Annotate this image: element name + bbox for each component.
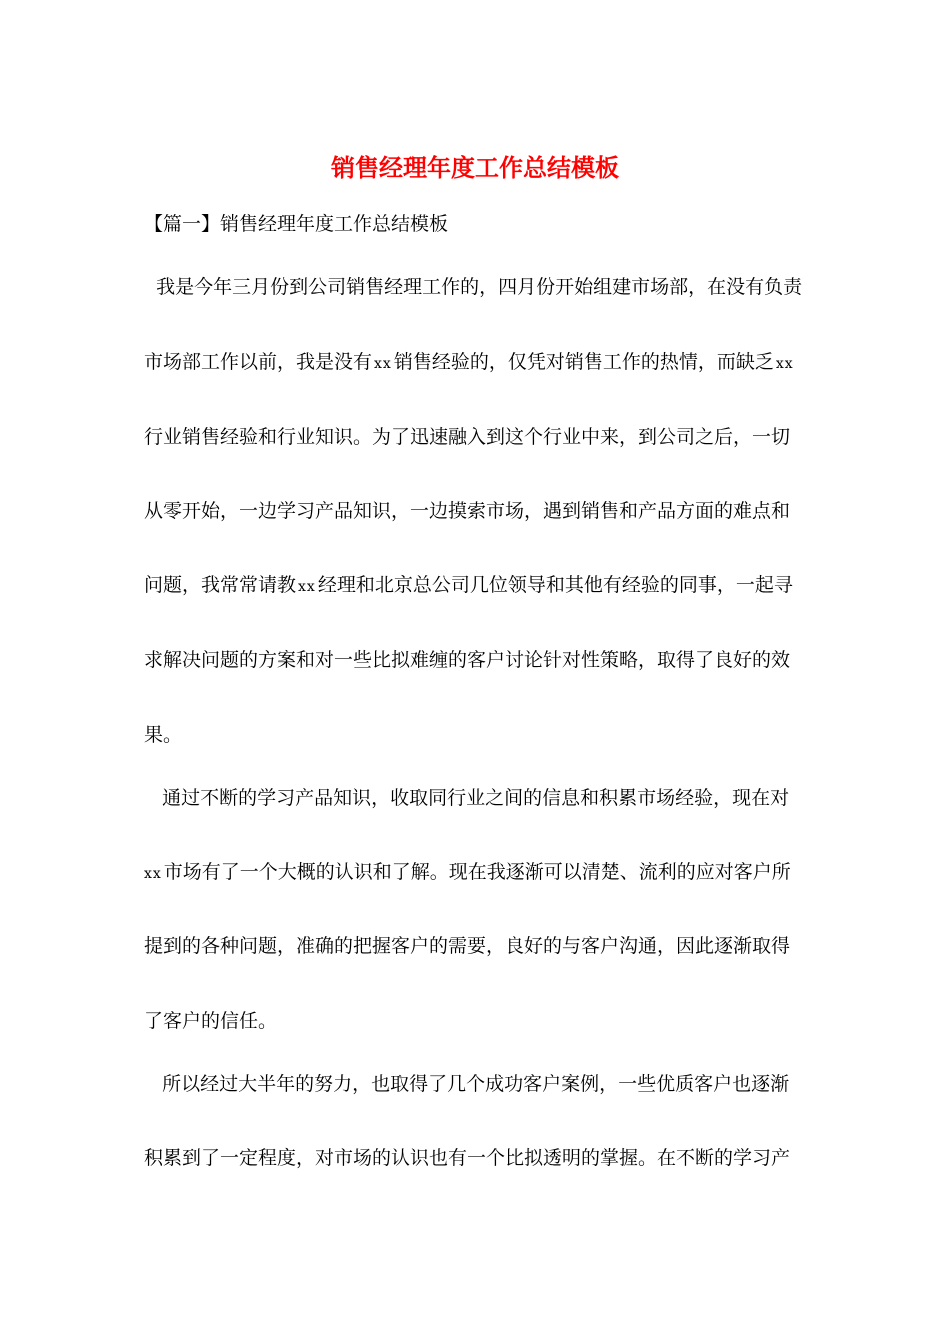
text-segment: 了客户的信任。: [144, 1010, 278, 1032]
body-line: [144, 1006, 824, 1036]
text-segment: 果。: [144, 724, 183, 746]
placeholder-xx: xx: [298, 579, 316, 595]
text-segment: 市场有了一个大概的认识和了解。现在我逐渐可以清楚、流利的应对客户所: [163, 861, 791, 883]
text-segment: 销售经验的，仅凭对销售工作的热情，而缺乏: [393, 351, 774, 373]
body-line: [144, 347, 824, 379]
placeholder-xx: xx: [775, 356, 794, 372]
text-segment: 问题，我常常请教: [144, 574, 297, 596]
text-segment: 提到的各种问题，准确的把握客户的需要，良好的与客户沟通，因此逐渐取得: [144, 935, 791, 957]
section-heading: 【篇一】销售经理年度工作总结模板: [144, 213, 449, 235]
text-segment: 市场部工作以前，我是没有: [144, 351, 373, 373]
body-line: [144, 783, 824, 813]
body-line: [144, 1143, 824, 1173]
body-line: [144, 857, 824, 889]
body-line: [144, 720, 824, 750]
document-title: 销售经理年度工作总结模板: [331, 154, 619, 182]
body-line: [144, 931, 824, 961]
placeholder-xx: xx: [144, 866, 162, 882]
text-segment: 我是今年三月份到公司销售经理工作的，四月份开始组建市场部，在没有负责: [144, 276, 803, 298]
placeholder-xx: xx: [374, 356, 392, 372]
body-line: [144, 1069, 824, 1099]
body-line: [144, 422, 824, 452]
body-line: [144, 496, 824, 526]
body-line: [144, 570, 824, 602]
text-segment: 求解决问题的方案和对一些比拟难缠的客户讨论针对性策略，取得了良好的效: [144, 649, 791, 671]
text-segment: 经理和北京总公司几位领导和其他有经验的同事，一起寻: [317, 574, 793, 596]
text-segment: 从零开始，一边学习产品知识，一边摸索市场，遇到销售和产品方面的难点和: [144, 500, 791, 522]
body-line: [144, 272, 824, 302]
text-segment: 积累到了一定程度，对市场的认识也有一个比拟透明的掌握。在不断的学习产: [144, 1147, 791, 1169]
body-line: [144, 645, 824, 675]
text-segment: 通过不断的学习产品知识，收取同行业之间的信息和积累市场经验，现在对: [144, 787, 790, 809]
text-segment: 所以经过大半年的努力，也取得了几个成功客户案例，一些优质客户也逐渐: [144, 1073, 790, 1095]
text-segment: 行业销售经验和行业知识。为了迅速融入到这个行业中来，到公司之后，一切: [144, 426, 791, 448]
